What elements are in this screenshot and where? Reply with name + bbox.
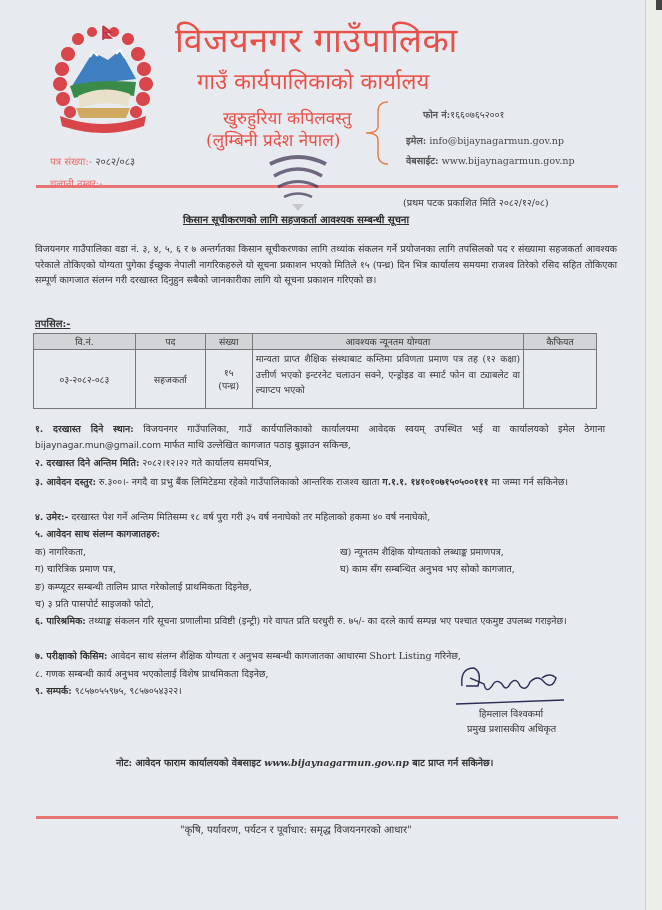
count-number: १५: [223, 368, 234, 379]
remuneration-label: ६. पारिश्रमिक:: [35, 616, 86, 627]
item-application-place: [35, 422, 605, 454]
email-address: [406, 134, 564, 147]
item-contact: [35, 684, 182, 700]
note-url[interactable]: www.bijaynagarmun.gov.np: [264, 758, 409, 769]
header-post: पद: [135, 334, 205, 350]
doc-item: ङ) कम्प्यूटर सम्बन्धी तालिम प्राप्त गरेकोलाई प्राथमिकता दिइनेछ,: [35, 582, 252, 593]
fee-account: ग.१.१. १४१०१०७१५०५००१११: [382, 477, 489, 488]
website-value[interactable]: www.bijaynagarmun.gov.np: [441, 156, 575, 167]
exam-text: आवेदन साथ संलग्न शैक्षिक योग्यता र अनुभव सम्बन्धी कागजातका आधारमा Short Listing गरिनेछ,: [110, 651, 461, 662]
office-province: (लुम्बिनी प्रदेश नेपाल): [206, 131, 341, 151]
email-label: इमेल:: [406, 136, 427, 147]
item-documents: [35, 527, 160, 543]
footer-divider: [36, 816, 618, 819]
fee-text: रु.३००।- नगदै वा प्रभु बैंक लिमिटेडमा रहेको गाउँपालिकाको आन्तरिक राजश्व खाता: [98, 477, 380, 488]
email-value[interactable]: info@bijaynagarmun.gov.np: [429, 136, 564, 147]
phone-label: फोन नं:: [423, 110, 451, 121]
item-age: [35, 510, 430, 526]
remuneration-text: तथ्याङ्क संकलन गरि सूचना प्रणालीमा प्रविष्टी (इन्ट्री) गरे वापत प्रति घरधुरी रु. ७५/- का दरले कार्य सम्पन्न भए पश्चात एकमुष्ट उपलब्ध गराइनेछ।: [88, 616, 567, 627]
deadline-label: २. दरखास्त दिने अन्तिम मिति:: [35, 458, 140, 469]
signatory-name: हिमलाल विश्वकर्मा: [479, 709, 544, 720]
doc-item: ग) चारित्रिक प्रमाण पत्र,: [35, 564, 116, 575]
application-email[interactable]: bijaynagar.mun@gmail.com: [35, 440, 161, 451]
published-date: (प्रथम पटक प्रकाशित मिति २०८२/१२/०८): [403, 198, 549, 209]
exam-label: ७. परीक्षाको किसिम:: [35, 651, 108, 662]
footer-motto: "कृषि, पर्यावरण, पर्यटन र पूर्वाधार: समृद्ध विजयनगरको आधार": [180, 825, 412, 836]
website-label: वेबसाईट:: [406, 156, 439, 167]
signature-icon: [452, 664, 567, 712]
item-remuneration: [35, 614, 605, 630]
mountain-icon: [72, 50, 136, 86]
doc-item: ख) न्यूनतम शैक्षिक योग्यताको लब्धाङ्क प्रमाणपत्र,: [340, 547, 504, 558]
deadline-text: २०८२।१२।२२ गते कार्यालय समयभित्र,: [142, 458, 272, 469]
cell-post: सहजकर्ता: [135, 350, 205, 409]
signatory-title: प्रमुख प्रशासकीय अधिकृत: [467, 724, 557, 735]
note: [116, 756, 493, 769]
place-text-2: मार्फत माथि उल्लेखित कागजात पठाइ बुझाउन सकिन्छ,: [163, 439, 351, 451]
brace-decoration: [362, 100, 394, 166]
cell-qualification: मान्यता प्राप्त शैक्षिक संस्थाबाट कम्तिमा प्रविणता प्रमाण पत्र तह (१२ कक्षा) उत्तीर्ण भएको इन्टरनेट चलाउन सक्ने, एन्ड्रोइड वा स्मार्ट फोन वा ट्याबलेट वा ल्याप्टप भएको: [252, 350, 523, 409]
website: [406, 154, 575, 167]
cell-remarks: [524, 350, 597, 409]
office-location: खुरुहुरिया कपिलवस्तु: [223, 109, 352, 129]
doc-item: च) ३ प्रति पासपोर्ट साइजको फोटो,: [35, 599, 154, 610]
age-label: ४. उमेर:-: [35, 512, 69, 523]
table-row: [34, 350, 597, 409]
note-suffix: बाट प्राप्त गर्न सकिनेछ।: [412, 758, 494, 769]
page-edge: [645, 0, 662, 910]
letter-number-label: पत्र संख्या:-: [50, 157, 93, 168]
notice-subject: किसान सूचीकरणको लागि सहजकर्ता आवश्यक सम्बन्धी सूचना: [183, 215, 410, 226]
doc-item: क) नागरिकता,: [35, 547, 86, 558]
fee-label: ३. आवेदन दस्तुर:: [35, 477, 96, 488]
office-name: गाउँ कार्यपालिकाको कार्यालय: [197, 70, 430, 95]
item-priority: ८. गणक सम्बन्धी कार्य अनुभव भएकोलाई विशेष प्राथमिकता दिइनेछ,: [35, 669, 269, 680]
phone-number: [423, 108, 505, 121]
header-serial: वि.नं.: [34, 334, 136, 350]
cell-serial: ०३-२०८२-०८३: [34, 350, 136, 409]
letter-number: [50, 154, 135, 168]
documents-label: ५. आवेदन साथ संलग्न कागजातहरु:: [35, 529, 161, 540]
contact-text: ९८५७०५५९७५, ९८५७०५४३२२।: [74, 686, 182, 697]
cell-count: [205, 350, 252, 409]
age-text: दरखास्त पेश गर्ने अन्तिम मितिसम्म १८ वर्ष पुरा गरी ३५ वर्ष ननाघेको तर महिलाको हकमा ४० वर्ष ननाघेको,: [71, 512, 431, 523]
place-text: विजयनगर गाउँपालिका, गाउँ कार्यपालिकाको कार्यालयमा आवेदक स्वयम् उपस्थित भई वा कार्यालयको इमेल ठेगाना: [143, 424, 605, 435]
office-seal-icon: [262, 150, 334, 212]
contact-label: ९. सम्पर्क:: [35, 686, 72, 697]
details-label: तपसिल:-: [35, 319, 71, 330]
header-qualification: आवश्यक न्यूनतम योग्यता: [252, 334, 523, 350]
header-count: संख्या: [205, 334, 252, 350]
letter-number-value: २०८२/०८३: [95, 157, 136, 168]
count-words: (पन्ध्र): [218, 381, 240, 392]
phone-value: १६६०७६५२००१: [450, 110, 505, 121]
vacancy-table: [33, 333, 597, 409]
coat-of-arms-icon: [48, 24, 158, 139]
item-fee: [35, 475, 605, 491]
municipality-name: विजयनगर गाउँपालिका: [175, 21, 458, 61]
doc-item: घ) काम सँग सम्बन्धित अनुभव भए सोको कागजात,: [340, 564, 515, 575]
header-remarks: कैफियत: [524, 334, 597, 350]
notice-body: विजयनगर गाउँपालिका वडा नं. ३, ४, ५, ६ र ७ अन्तर्गतका किसान सूचीकरणका लागि तथ्यांक संकलन गर्ने प्रयोजनका लागि तपसिलको पद र संख्यामा सहजकर्ता आवश्यक परेकाले तोकिएको योग्यता पुगेका ईच्छुक नेपाली नागरिकहरुले यो सूचना प्रकाशन भएको मितिले १५ (पन्ध्र) दिन भित्र कार्यालय समयमा राजश्व तिरेको रसिद सहित तोकिएका सम्पूर्ण कागजात संलग्न गरी दरखास्त दिनुहुन सबैको जानकारीका लागि यो सूचना प्रकाशन गरिएको छ।: [35, 244, 617, 286]
item-deadline: [35, 456, 272, 472]
ribbon-banner: [60, 116, 146, 133]
fee-text-2: मा जम्मा गर्न सकिनेछ।: [491, 477, 569, 488]
table-header-row: [34, 334, 597, 350]
item-exam-type: [35, 649, 461, 665]
note-prefix: नोट: आवेदन फाराम कार्यालयको वेबसाइट: [116, 758, 261, 769]
place-label: १. दरखास्त दिने स्थान:: [35, 424, 134, 435]
